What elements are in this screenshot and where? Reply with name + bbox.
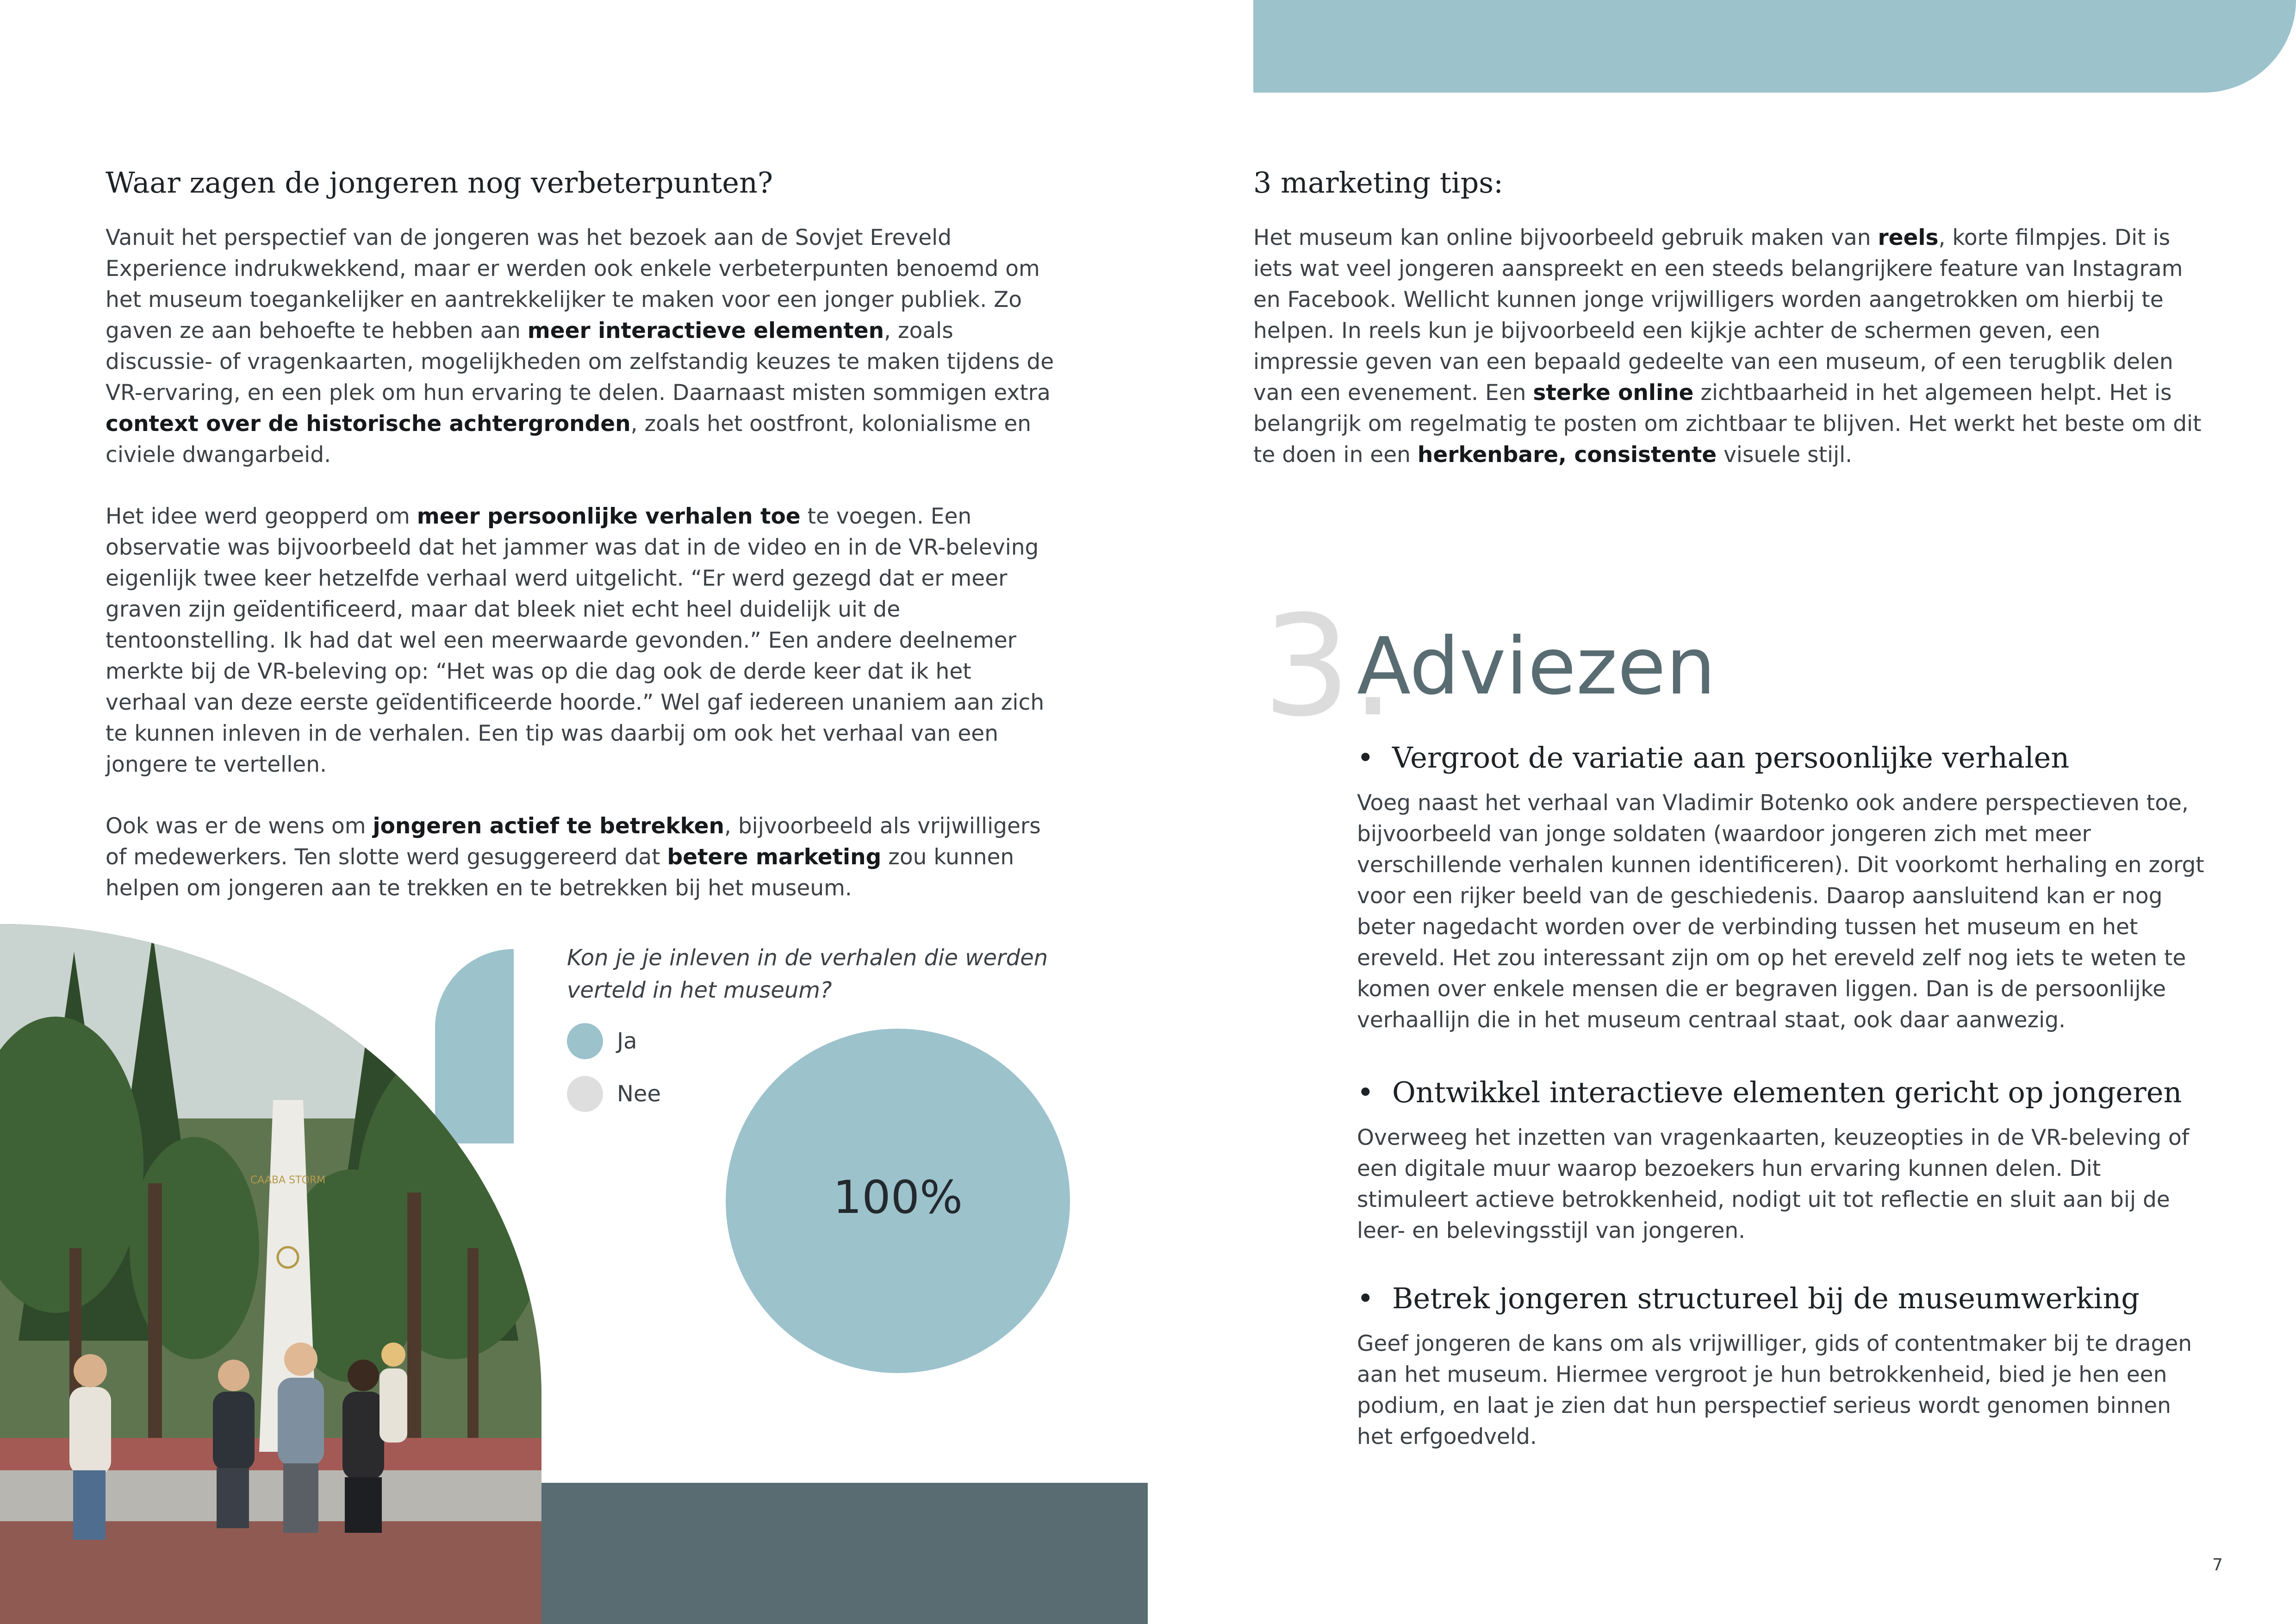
pie-data-label: 100%: [833, 1171, 963, 1224]
advice-text-1: Voeg naast het verhaal van Vladimir Botenko ook andere perspectieven toe, bijvoorbeeld van jonge soldaten (waardoor jongeren zich met meer verschillende verhalen kunnen identificeren). Dit voorkomt herhaling en zorgt voor een rijker beeld van de geschiedenis. Daarop aansluitend kan er nog beter nagedacht worden over de verbinding tussen het museum en het ereveld. Het zou interessant zijn om op het ereveld zelf nog iets te weten te komen over enkele mensen die er begraven liggen. Dan is de persoonlijke verhaallijn die in het museum centraal staat, ook daar aanwezig.: [1357, 790, 2204, 1033]
advice-item-3: [1357, 1281, 2209, 1452]
advice-item-2: [1357, 1075, 2209, 1246]
page-number: 7: [2212, 1555, 2223, 1574]
advice-heading-2: • Ontwikkel interactieve elementen gericht op jongeren: [1357, 1075, 2182, 1109]
right-paragraph-1: Het museum kan online bijvoorbeeld gebruik maken van reels, korte filmpjes. Dit is iets wat veel jongeren aanspreekt en een steeds belangrijkere feature van Instagram en Facebook. Wellicht kunnen jonge vrijwilligers worden aangetrokken om hierbij te helpen. In reels kun je bijvoorbeeld een kijkje achter de schermen geven, een impressie geven van een bepaald gedeelte van een museum, of een terugblik delen van een evenement. Een sterke online zichtbaarheid in het algemeen helpt. Het is belangrijk om regelmatig te posten om zichtbaar te blijven. Het werkt het beste om dit te doen in een herkenbare, consistente visuele stijl.: [1253, 225, 2202, 468]
advice-text-3: Geef jongeren de kans om als vrijwilliger, gids of contentmaker bij te dragen aan het museum. Hiermee vergroot je hun betrokkenheid, bied je hen een podium, en laat je zien dat hun perspectief serieus wordt genomen binnen het erfgoedveld.: [1357, 1331, 2192, 1449]
advice-item-1: [1357, 741, 2209, 1036]
section-number: 3.: [1263, 586, 1395, 747]
legend-swatch-ja: [567, 1023, 603, 1059]
bullet-icon: •: [1357, 1281, 1374, 1315]
left-body: [106, 222, 1059, 904]
top-decorative-band: [1253, 0, 2296, 93]
bullet-icon: •: [1357, 1075, 1374, 1109]
legend-item-ja: [567, 1023, 637, 1059]
left-paragraph-2: Het idee werd geopperd om meer persoonlijke verhalen toe te voegen. Een observatie was bijvoorbeeld dat het jammer was dat in de video en in de VR-beleving eigenlijk twee keer hetzelfde verhaal werd uitgelicht. “Er werd gezegd dat er meer graven zijn geïdentificeerd, maar dat bleek niet echt heel duidelijk uit de tentoonstelling. Ik had dat wel een meerwaarde gevonden.” Een andere deelnemer merkte bij de VR-beleving op: “Het was op die dag ook de derde keer dat ik het verhaal van deze eerste geïdentificeerde hoorde.” Wel gaf iedereen unaniem aan zich te kunnen inleven in de verhalen. Een tip was daarbij om ook het verhaal van een jongere te vertellen.: [106, 504, 1045, 777]
legend-swatch-nee: [567, 1076, 603, 1112]
legend-label-nee: Nee: [617, 1081, 661, 1107]
arc-decoration: [435, 949, 514, 1143]
left-paragraph-3: Ook was er de wens om jongeren actief te betrekken, bijvoorbeeld als vrijwilligers of medewerkers. Ten slotte werd gesuggereerd dat betere marketing zou kunnen helpen om jongeren aan te trekken en te betrekken bij het museum.: [106, 813, 1041, 901]
monument-inscription: CAABA STORM: [250, 1174, 326, 1186]
left-paragraph-1: Vanuit het perspectief van de jongeren was het bezoek aan de Sovjet Ereveld Experience indrukwekkend, maar er werden ook enkele verbeterpunten benoemd om het museum toegankelijker en aantrekkelijker te maken voor een jonger publiek. Zo gaven ze aan behoefte te hebben aan meer interactieve elementen, zoals discussie- of vragenkaarten, mogelijkheden om zelfstandig keuzes te maken tijdens de VR-ervaring, en een plek om hun ervaring te delen. Daarnaast misten sommigen extra context over de historische achtergronden, zoals het oostfront, kolonialisme en civiele dwangarbeid.: [106, 225, 1054, 468]
advice-heading-3: • Betrek jongeren structureel bij de museumwerking: [1357, 1281, 2140, 1315]
legend-item-nee: [567, 1076, 661, 1112]
advice-heading-1: • Vergroot de variatie aan persoonlijke verhalen: [1357, 741, 2070, 775]
right-body: [1253, 222, 2207, 470]
bullet-icon: •: [1357, 741, 1374, 775]
right-heading: 3 marketing tips:: [1253, 166, 1504, 200]
bottom-decorative-band: [541, 1483, 1148, 1624]
left-heading: Waar zagen de jongeren nog verbeterpunten?: [106, 166, 773, 200]
section-title: Adviezen: [1357, 621, 1716, 712]
legend-label-ja: Ja: [617, 1028, 637, 1054]
advice-text-2: Overweeg het inzetten van vragenkaarten, keuzeopties in de VR-beleving of een digitale muur waarop bezoekers hun ervaring kunnen delen. Dit stimuleert actieve betrokkenheid, nodigt uit tot reflectie en sluit aan bij de leer- en belevingsstijl van jongeren.: [1357, 1125, 2190, 1243]
poll-question: Kon je je inleven in de verhalen die werden verteld in het museum?: [567, 945, 1048, 1003]
